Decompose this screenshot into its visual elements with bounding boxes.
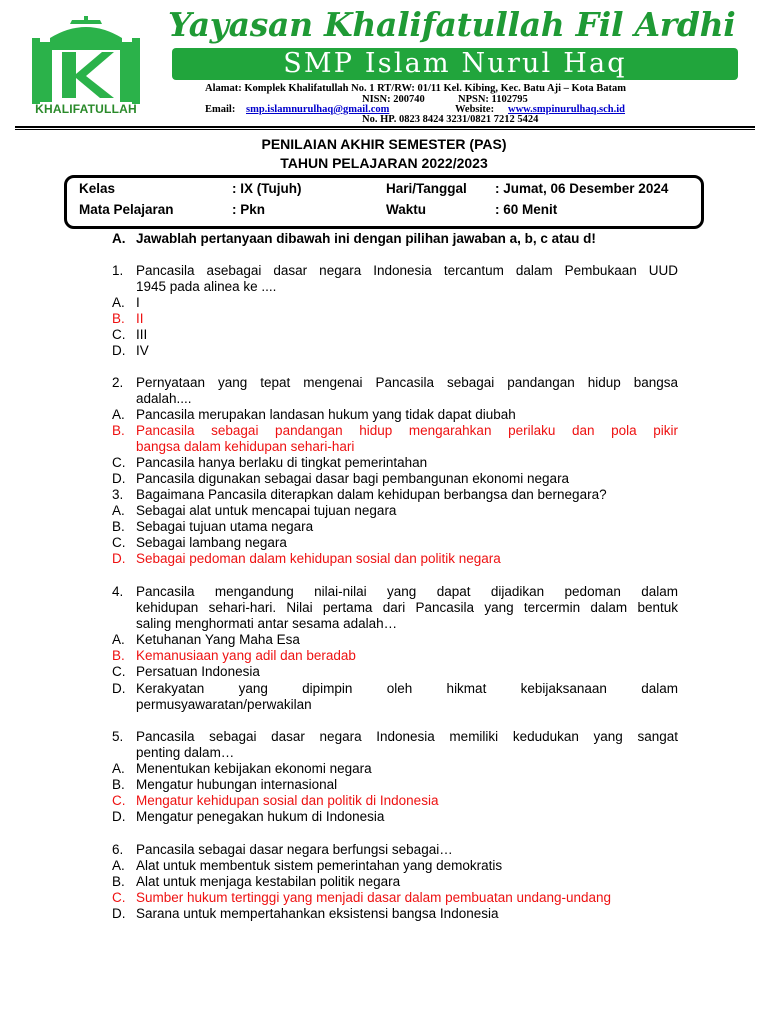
header-divider-thin <box>15 129 755 130</box>
foundation-name: Yayasan Khalifatullah Fil Ardhi <box>168 5 736 44</box>
exam-year: TAHUN PELAJARAN 2022/2023 <box>280 155 488 171</box>
website-label: Website: <box>455 104 495 115</box>
mapel-value: : Pkn <box>232 202 266 217</box>
header-divider <box>15 126 755 128</box>
mapel-label: Mata Pelajaran <box>79 202 174 217</box>
waktu-value: : 60 Menit <box>495 202 558 217</box>
school-name: SMP Islam Nurul Haq <box>283 48 627 79</box>
email-label: Email: <box>205 104 236 115</box>
address-line: Alamat: Komplek Khalifatullah No. 1 RT/RW: 01/11 Kel. Kibing, Kec. Batu Aji – Kota Batam <box>205 83 627 94</box>
exam-title: PENILAIAN AKHIR SEMESTER (PAS) <box>261 136 507 152</box>
npsn: NPSN: 1102795 <box>458 94 528 105</box>
kelas-label: Kelas <box>79 181 116 196</box>
letterhead <box>0 0 768 130</box>
hari-value: : Jumat, 06 Desember 2024 <box>495 181 669 196</box>
email-link[interactable]: smp.islamnurulhaq@gmail.com <box>246 104 390 115</box>
school-name-banner <box>172 48 738 80</box>
logo-caption: KHALIFATULLAH <box>35 102 137 116</box>
website-link[interactable]: www.smpinurulhaq.sch.id <box>508 104 626 115</box>
phone-number: No. HP. 0823 8424 3231/0821 7212 5424 <box>362 114 539 125</box>
nisn: NISN: 200740 <box>362 94 425 105</box>
kelas-value: : IX (Tujuh) <box>232 181 302 196</box>
hari-label: Hari/Tanggal <box>386 181 467 196</box>
waktu-label: Waktu <box>386 202 426 217</box>
